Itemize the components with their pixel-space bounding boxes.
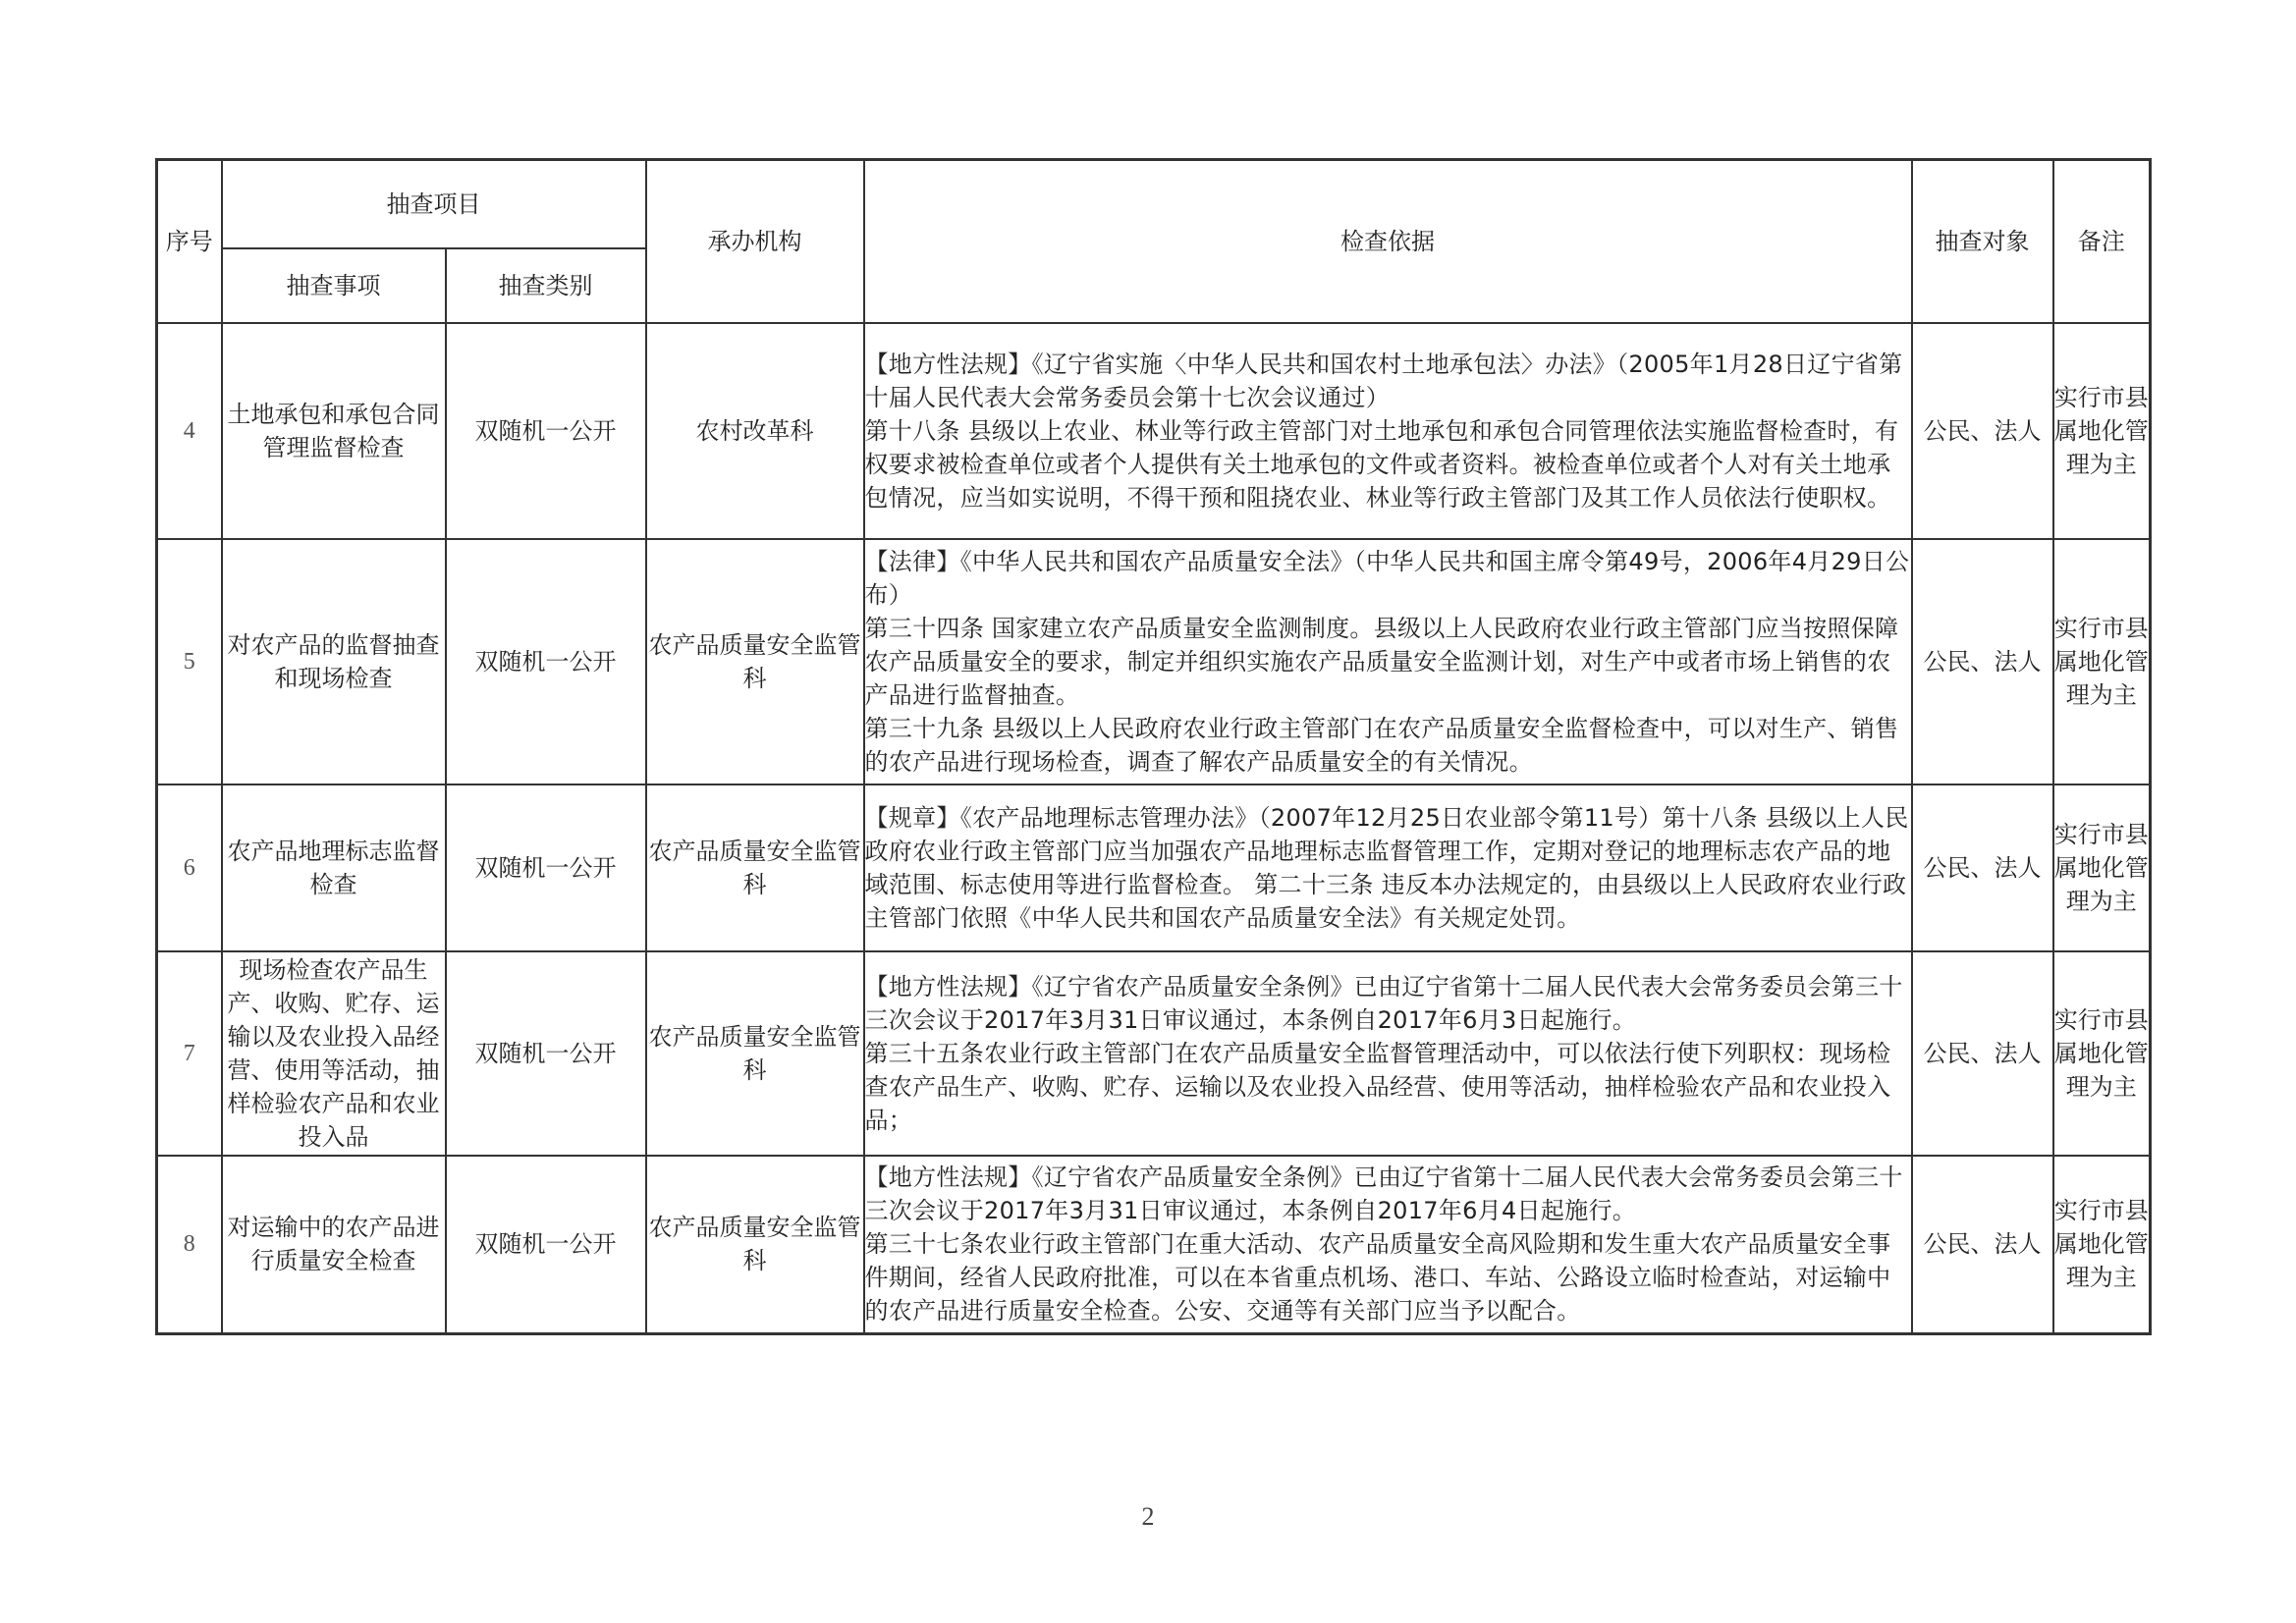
row-category: 双随机一公开 bbox=[446, 951, 646, 1156]
row-remark: 实行市县属地化管理为主 bbox=[2053, 323, 2151, 539]
basis-paragraph: 【地方性法规】《辽宁省农产品质量安全条例》已由辽宁省第十二届人民代表大会常务委员会第三十三次会议于2017年3月31日审议通过，本条例自2017年6月4日起施行。 bbox=[864, 1163, 1903, 1225]
row-matter: 农产品地理标志监督检查 bbox=[222, 784, 446, 951]
basis-paragraph: 【地方性法规】《辽宁省农产品质量安全条例》已由辽宁省第十二届人民代表大会常务委员会第三十三次会议于2017年3月31日审议通过，本条例自2017年6月3日起施行。 bbox=[864, 972, 1903, 1034]
row-matter: 土地承包和承包合同管理监督检查 bbox=[222, 323, 446, 539]
row-basis bbox=[864, 951, 1912, 1156]
row-basis bbox=[864, 1156, 1912, 1334]
row-agency: 农产品质量安全监管科 bbox=[646, 784, 864, 951]
table-row bbox=[157, 1156, 2151, 1334]
row-category: 双随机一公开 bbox=[446, 784, 646, 951]
row-basis bbox=[864, 539, 1912, 784]
row-remark: 实行市县属地化管理为主 bbox=[2053, 784, 2151, 951]
table-row bbox=[157, 539, 2151, 784]
basis-paragraph: 第三十七条农业行政主管部门在重大活动、农产品质量安全高风险期和发生重大农产品质量安全事件期间，经省人民政府批准，可以在本省重点机场、港口、车站、公路设立临时检查站，对运输中的农产品进行质量安全检查。公安、交通等有关部门应当予以配合。 bbox=[864, 1230, 1891, 1325]
basis-paragraph: 【法律】《中华人民共和国农产品质量安全法》（中华人民共和国主席令第49号，2006年4月29日公布） bbox=[864, 547, 1910, 609]
row-target: 公民、法人 bbox=[1912, 1156, 2053, 1334]
row-agency: 农产品质量安全监管科 bbox=[646, 1156, 864, 1334]
row-target: 公民、法人 bbox=[1912, 784, 2053, 951]
basis-paragraph: 第三十九条 县级以上人民政府农业行政主管部门在农产品质量安全监督检查中，可以对生产、销售的农产品进行现场检查，调查了解农产品质量安全的有关情况。 bbox=[864, 714, 1899, 776]
header-agency: 承办机构 bbox=[646, 160, 864, 323]
row-matter: 对农产品的监督抽查和现场检查 bbox=[222, 539, 446, 784]
basis-paragraph: 【规章】《农产品地理标志管理办法》（2007年12月25日农业部令第11号）第十八条 县级以上人民政府农业行政主管部门应当加强农产品地理标志监督管理工作，定期对登记的地理标志农产品的地域范围、标志使用等进行监督检查。 第二十三条 违反本办法规定的，由县级以上人民政府农业行政主管部门依照《中华人民共和国农产品质量安全法》有关规定处罚。 bbox=[864, 803, 1909, 932]
header-matter: 抽查事项 bbox=[222, 248, 446, 323]
row-matter: 对运输中的农产品进行质量安全检查 bbox=[222, 1156, 446, 1334]
row-seq: 4 bbox=[157, 323, 222, 539]
page-number: 2 bbox=[1141, 1502, 1155, 1531]
row-seq: 5 bbox=[157, 539, 222, 784]
row-category: 双随机一公开 bbox=[446, 323, 646, 539]
header-seq: 序号 bbox=[157, 160, 222, 323]
row-agency: 农村改革科 bbox=[646, 323, 864, 539]
row-agency: 农产品质量安全监管科 bbox=[646, 539, 864, 784]
header-remark: 备注 bbox=[2053, 160, 2151, 323]
header-basis: 检查依据 bbox=[864, 160, 1912, 323]
row-matter: 现场检查农产品生产、收购、贮存、运输以及农业投入品经营、使用等活动，抽样检验农产品和农业投入品 bbox=[222, 951, 446, 1156]
row-seq: 6 bbox=[157, 784, 222, 951]
row-remark: 实行市县属地化管理为主 bbox=[2053, 539, 2151, 784]
row-remark: 实行市县属地化管理为主 bbox=[2053, 1156, 2151, 1334]
table-header bbox=[157, 160, 2151, 323]
basis-paragraph: 第十八条 县级以上农业、林业等行政主管部门对土地承包和承包合同管理依法实施监督检查时，有权要求被检查单位或者个人提供有关土地承包的文件或者资料。被检查单位或者个人对有关土地承包情况，应当如实说明，不得干预和阻挠农业、林业等行政主管部门及其工作人员依法行使职权。 bbox=[864, 416, 1899, 512]
row-remark: 实行市县属地化管理为主 bbox=[2053, 951, 2151, 1156]
table-row bbox=[157, 951, 2151, 1156]
row-category: 双随机一公开 bbox=[446, 539, 646, 784]
basis-paragraph: 第三十四条 国家建立农产品质量安全监测制度。县级以上人民政府农业行政主管部门应当按照保障农产品质量安全的要求，制定并组织实施农产品质量安全监测计划，对生产中或者市场上销售的农产品进行监督抽查。 bbox=[864, 614, 1899, 709]
row-target: 公民、法人 bbox=[1912, 539, 2053, 784]
row-basis bbox=[864, 323, 1912, 539]
basis-paragraph: 第三十五条农业行政主管部门在农产品质量安全监督管理活动中，可以依法行使下列职权：现场检查农产品生产、收购、贮存、运输以及农业投入品经营、使用等活动，抽样检验农产品和农业投入品； bbox=[864, 1039, 1891, 1134]
table-body bbox=[157, 323, 2151, 1334]
row-seq: 7 bbox=[157, 951, 222, 1156]
table-row bbox=[157, 784, 2151, 951]
row-agency: 农产品质量安全监管科 bbox=[646, 951, 864, 1156]
header-target: 抽查对象 bbox=[1912, 160, 2053, 323]
inspection-table bbox=[155, 158, 2152, 1335]
row-seq: 8 bbox=[157, 1156, 222, 1334]
header-project: 抽查项目 bbox=[222, 160, 646, 248]
header-category: 抽查类别 bbox=[446, 248, 646, 323]
row-basis bbox=[864, 784, 1912, 951]
row-target: 公民、法人 bbox=[1912, 323, 2053, 539]
table-row bbox=[157, 323, 2151, 539]
row-target: 公民、法人 bbox=[1912, 951, 2053, 1156]
basis-paragraph: 【地方性法规】《辽宁省实施〈中华人民共和国农村土地承包法〉办法》（2005年1月28日辽宁省第十届人民代表大会常务委员会第十七次会议通过） bbox=[864, 350, 1903, 411]
row-category: 双随机一公开 bbox=[446, 1156, 646, 1334]
